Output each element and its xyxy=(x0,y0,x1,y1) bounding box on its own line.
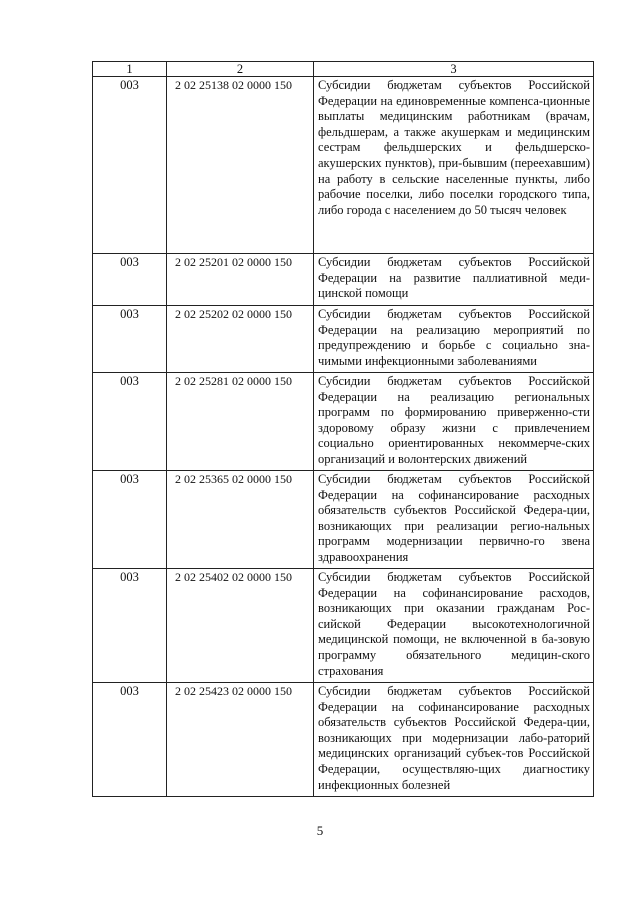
budget-code-cell: 2 02 25281 02 0000 150 xyxy=(167,373,314,471)
column-header-2: 2 xyxy=(167,62,314,77)
description-cell: Субсидии бюджетам субъектов Российской Федерации на реализацию мероприятий по предупреждению и борьбе с социально зна-чимыми инфекционными заболеваниями xyxy=(314,306,594,373)
admin-code-cell: 003 xyxy=(93,77,167,254)
table-row xyxy=(93,306,594,373)
budget-classification-table xyxy=(92,61,594,797)
budget-code-cell: 2 02 25423 02 0000 150 xyxy=(167,683,314,797)
table-row xyxy=(93,77,594,254)
description-cell: Субсидии бюджетам субъектов Российской Федерации на софинансирование расходных обязательств субъектов Российской Федера-ции, возникающих при реализации регио-нальных программ модернизации первично-го звена здравоохранения xyxy=(314,471,594,569)
admin-code-cell: 003 xyxy=(93,373,167,471)
budget-code-cell: 2 02 25402 02 0000 150 xyxy=(167,569,314,683)
description-cell: Субсидии бюджетам субъектов Российской Федерации на единовременные компенса-ционные выплаты медицинским работникам (врачам, фельдшерам, а также акушеркам и медицинским сестрам фельдшерских и фельдшерско-акушерских пунктов), при-бывшим (переехавшим) на работу в сельские населенные пункты, либо рабочие поселки, либо поселки городского типа, либо города с населением до 50 тысяч человек xyxy=(314,77,594,254)
budget-code-cell: 2 02 25202 02 0000 150 xyxy=(167,306,314,373)
description-cell: Субсидии бюджетам субъектов Российской Федерации на софинансирование расходных обязательств субъектов Российской Федера-ции, возникающих при модернизации лабо-раторий медицинских организаций субъек-тов Российской Федерации, осуществляю-щих диагностику инфекционных болезней xyxy=(314,683,594,797)
description-cell: Субсидии бюджетам субъектов Российской Федерации на софинансирование расходов, возникающих при оказании гражданам Рос-сийской Федерации высокотехнологичной медицинской помощи, не включенной в ба-зовую программу обязательного медицин-ского страхования xyxy=(314,569,594,683)
column-header-1: 1 xyxy=(93,62,167,77)
table-row xyxy=(93,373,594,471)
table-row xyxy=(93,254,594,306)
table-row xyxy=(93,683,594,797)
admin-code-cell: 003 xyxy=(93,569,167,683)
admin-code-cell: 003 xyxy=(93,471,167,569)
page-number: 5 xyxy=(316,823,324,838)
column-header-3: 3 xyxy=(314,62,594,77)
budget-code-cell: 2 02 25138 02 0000 150 xyxy=(167,77,314,254)
table-row xyxy=(93,471,594,569)
admin-code-cell: 003 xyxy=(93,683,167,797)
description-cell: Субсидии бюджетам субъектов Российской Федерации на реализацию региональных программ по формированию приверженно-сти здоровому образу жизни с привлечением социально ориентированных некоммерче-ских организаций и волонтерских движений xyxy=(314,373,594,471)
admin-code-cell: 003 xyxy=(93,254,167,306)
table-row xyxy=(93,569,594,683)
description-cell: Субсидии бюджетам субъектов Российской Федерации на развитие паллиативной меди-цинской помощи xyxy=(314,254,594,306)
budget-code-cell: 2 02 25365 02 0000 150 xyxy=(167,471,314,569)
budget-code-cell: 2 02 25201 02 0000 150 xyxy=(167,254,314,306)
table-header-row xyxy=(93,62,594,77)
admin-code-cell: 003 xyxy=(93,306,167,373)
